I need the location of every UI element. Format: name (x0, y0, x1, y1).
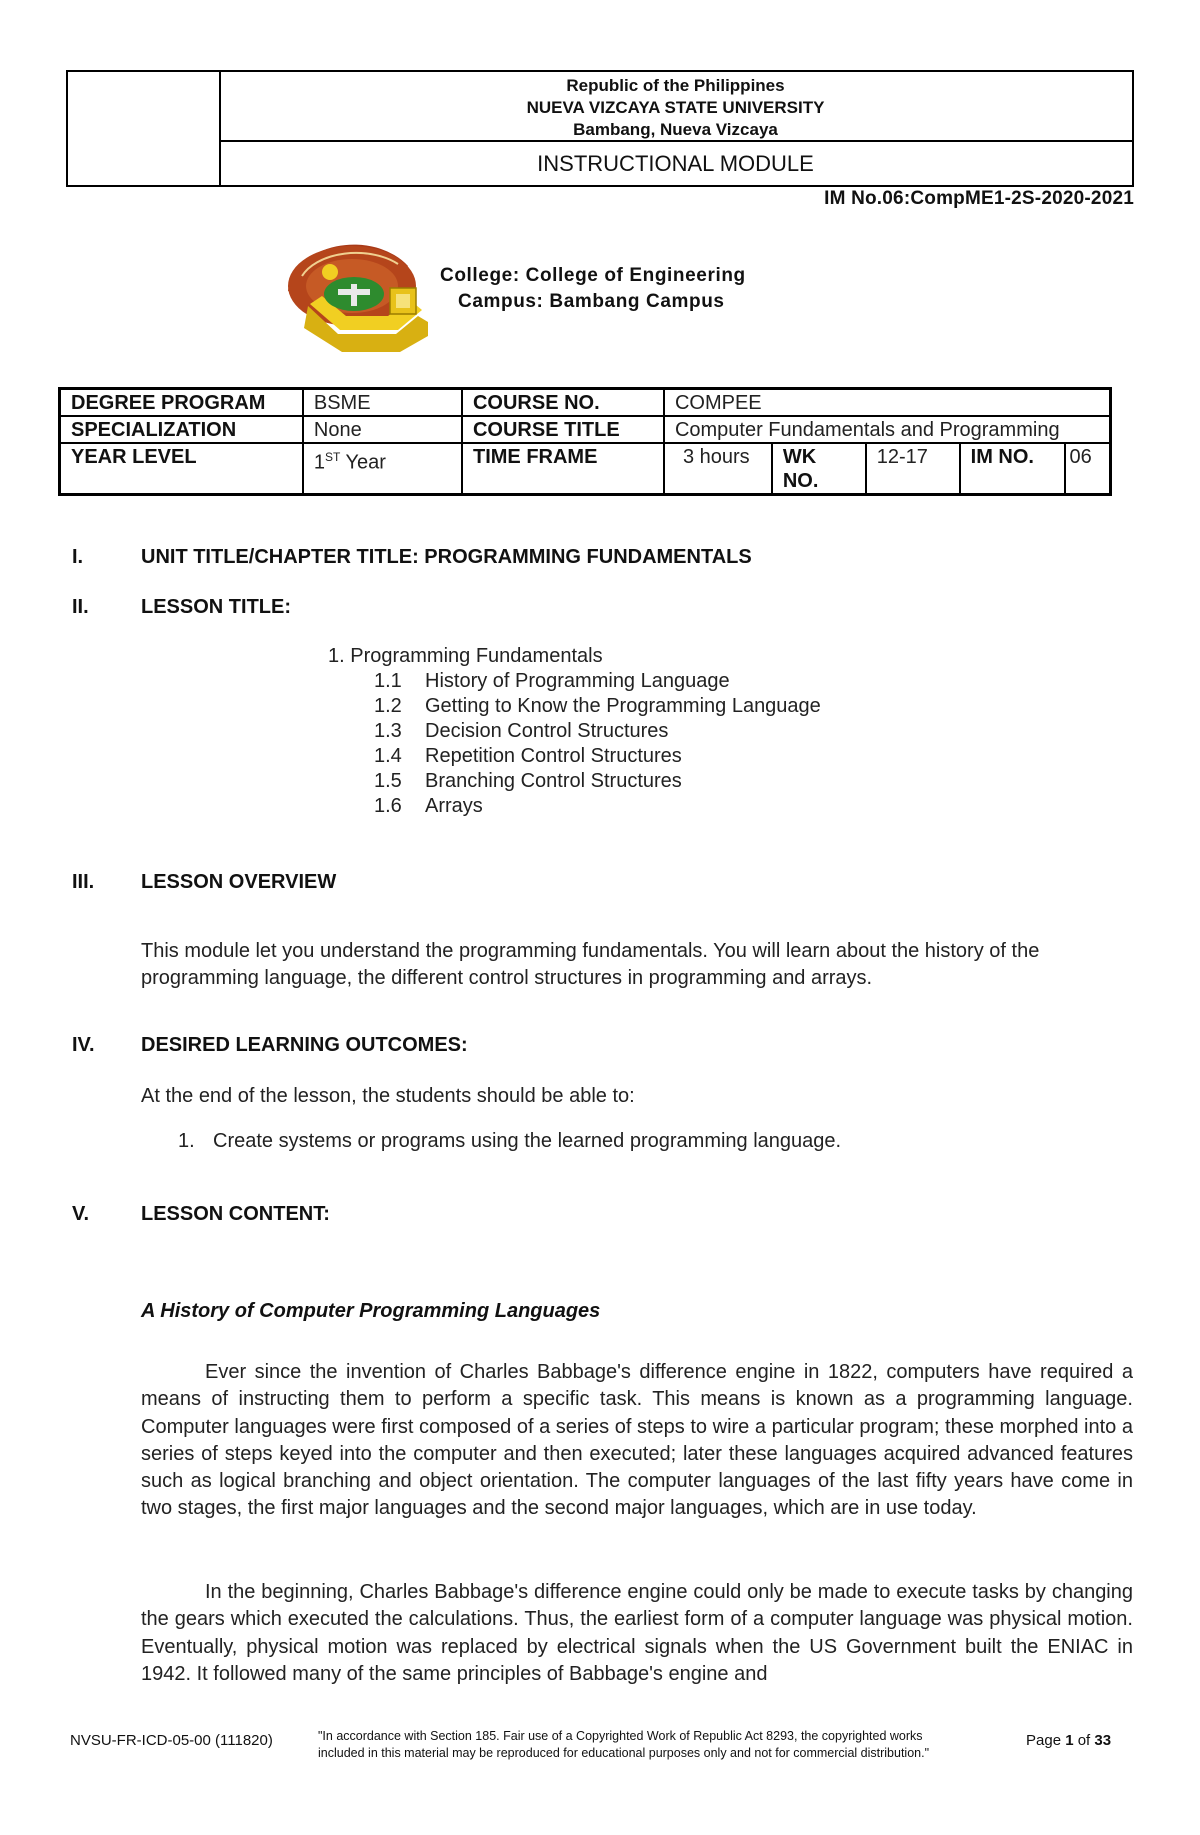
header-logo-cell (68, 72, 221, 185)
course-info-table (58, 387, 1112, 496)
wk-no-value: 12-17 (866, 443, 960, 495)
im-no-label: IM NO. (960, 443, 1065, 495)
form-code: NVSU-FR-ICD-05-00 (111820) (70, 1732, 273, 1749)
outcomes-intro: At the end of the lesson, the students should be able to: (141, 1085, 635, 1107)
lesson-overview-heading: LESSON OVERVIEW (141, 871, 337, 893)
section-number: III. (72, 871, 95, 893)
degree-program-value: BSME (303, 389, 462, 417)
copyright-notice: "In accordance with Section 185. Fair use of a Copyrighted Work of Republic Act 8293, the copyrighted works included in this material may be reproduced for educational purposes only and not for commercial distribution." (318, 1729, 930, 1760)
lesson-content-heading: LESSON CONTENT: (141, 1203, 330, 1225)
college-seal-icon (278, 236, 434, 356)
unit-title: UNIT TITLE/CHAPTER TITLE: PROGRAMMING FUNDAMENTALS (141, 546, 752, 568)
specialization-value: None (303, 416, 462, 443)
university-name: NUEVA VIZCAYA STATE UNIVERSITY (526, 98, 825, 117)
document-header (66, 70, 1134, 187)
course-title-label: COURSE TITLE (462, 416, 664, 443)
university-location: Bambang, Nueva Vizcaya (573, 120, 778, 139)
course-title-value: Computer Fundamentals and Programming (664, 416, 1111, 443)
time-frame-label: TIME FRAME (462, 443, 664, 495)
course-no-value: COMPEE (664, 389, 1111, 417)
table-row (60, 416, 1111, 443)
lesson-title-heading: LESSON TITLE: (141, 596, 291, 618)
page-number: Page 1 of 33 (1026, 1732, 1112, 1749)
specialization-label: SPECIALIZATION (60, 416, 303, 443)
time-frame-value: 3 hours (664, 443, 772, 495)
outcome-number: 1. (178, 1130, 195, 1152)
republic-line: Republic of the Philippines (566, 76, 785, 95)
im-number: IM No.06:CompME1-2S-2020-2021 (824, 188, 1134, 209)
wk-no-label: WK NO. (772, 443, 866, 495)
course-no-label: COURSE NO. (462, 389, 664, 417)
year-level-value: 1ST Year (303, 443, 462, 495)
table-row (60, 443, 1111, 495)
lesson-main-item: 1. Programming Fundamentals (328, 645, 603, 667)
section-number: IV. (72, 1034, 95, 1056)
content-paragraph-2: In the beginning, Charles Babbage's difference engine could only be made to execute tasks by changing the gears which executed the calculations. Thus, the earliest form of a computer language was physical motion. Eventually, physical motion was replaced by electrical signals when the US Government built the ENIAC in 1942. It followed many of the same principles of Babbage's engine and (141, 1581, 1133, 1685)
outcome-text: Create systems or programs using the learned programming language. (213, 1130, 842, 1152)
list-item: 1.4 Repetition Control Structures (374, 745, 682, 767)
content-paragraph-1: Ever since the invention of Charles Babbage's difference engine in 1822, computers have required a means of instructing them to perform a specific task. This means is known as a programming language. Computer languages were first composed of a series of steps to wire a particular program; these morphed into a series of steps keyed into the computer and then executed; later these languages acquired advanced features such as logical branching and object orientation. The computer languages of the last fifty years have come in two stages, the first major languages and the second major languages, which are in use today. (141, 1361, 1133, 1520)
lesson-list (328, 644, 821, 819)
outcomes-heading: DESIRED LEARNING OUTCOMES: (141, 1034, 468, 1056)
college-info (440, 263, 746, 315)
section-number: I. (72, 546, 84, 568)
list-item: 1.5 Branching Control Structures (374, 770, 682, 792)
list-item: 1.3 Decision Control Structures (374, 720, 669, 742)
college-name: College: College of Engineering (440, 265, 746, 286)
section-number: V. (72, 1203, 90, 1225)
list-item: 1.6 Arrays (374, 795, 483, 817)
overview-text: This module let you understand the programming fundamentals. You will learn about the history of the programming language, the different control structures in programming and arrays. (141, 940, 1040, 990)
section-number: II. (72, 596, 89, 618)
list-item: 1.2 Getting to Know the Programming Language (374, 695, 821, 717)
im-no-value: 06 (1065, 443, 1111, 495)
degree-program-label: DEGREE PROGRAM (60, 389, 303, 417)
campus-name: Campus: Bambang Campus (458, 291, 725, 312)
list-item: 1.1 History of Programming Language (374, 670, 730, 692)
content-heading: A History of Computer Programming Languages (141, 1300, 601, 1322)
document-type: INSTRUCTIONAL MODULE (537, 151, 814, 176)
year-level-label: YEAR LEVEL (60, 443, 303, 495)
table-row (60, 389, 1111, 417)
header-institution (219, 72, 1132, 142)
